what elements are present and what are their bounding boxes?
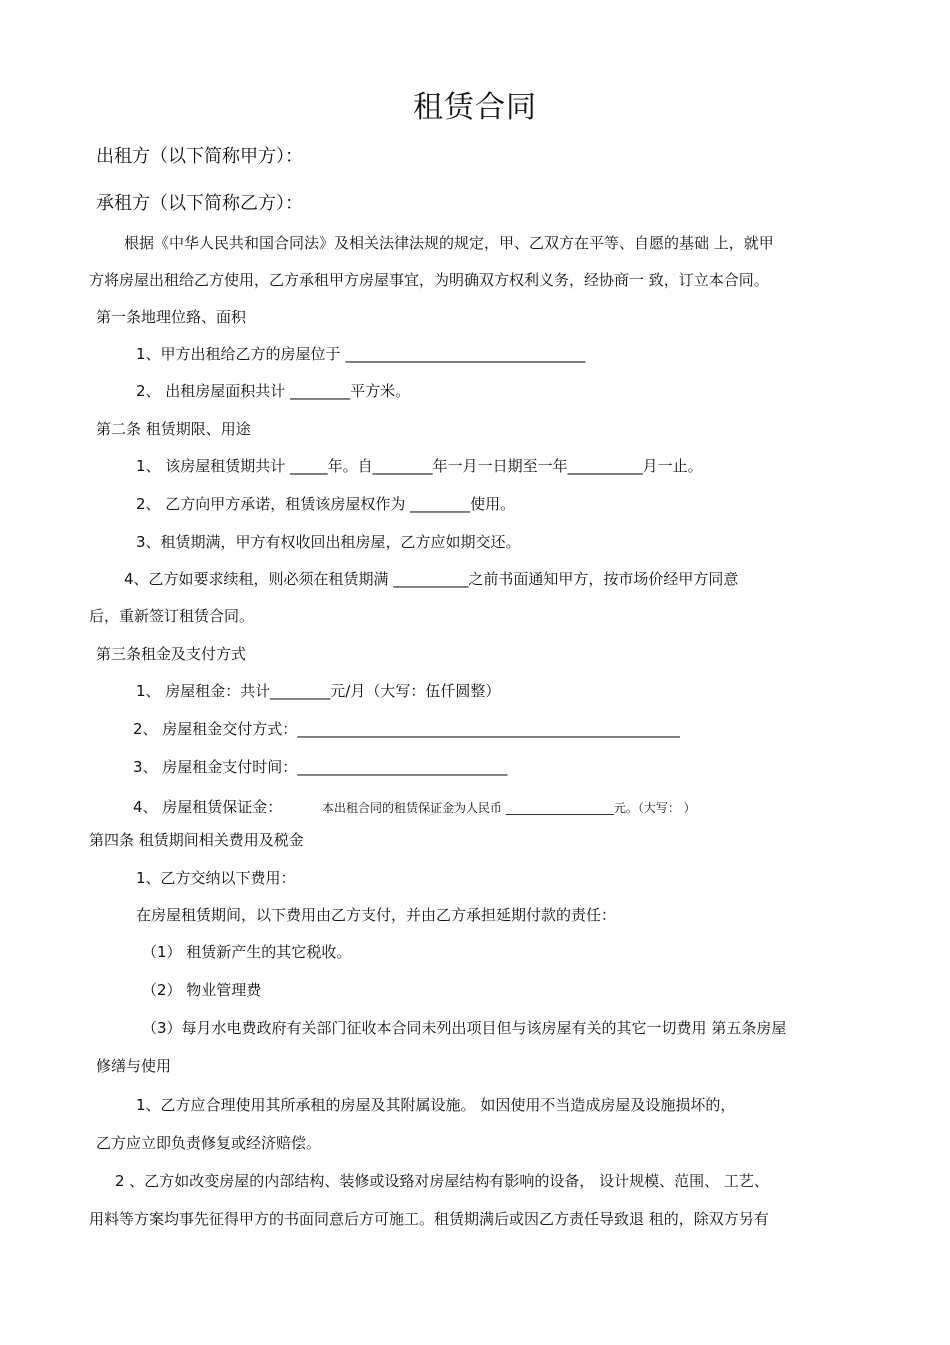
- article-2-clause-3: 3、租赁期满，甲方有权收回出租房屋，乙方应如期交还。: [136, 533, 521, 551]
- article-4-item-3a: （3）每月水电费政府有关部门征收本合同未列出项目但与该房屋有关的其它一切费用 第五条房屋: [142, 1019, 787, 1037]
- article-5-clause-2b: 用料等方案均事先征得甲方的书面同意后方可施工。租赁期满后或因乙方责任导致退 租的，除双方另有: [89, 1210, 769, 1228]
- article-4-item-2: （2） 物业管理费: [142, 981, 262, 999]
- article-3-title: 第三条租金及支付方式: [96, 645, 247, 663]
- article-5-clause-1b: 乙方应立即负责修复或经济赔偿。: [96, 1134, 322, 1152]
- document-title: 租赁合同: [413, 90, 537, 125]
- article-4-item-1: （1） 租赁新产生的其它税收。: [142, 943, 352, 961]
- article-3-clause-4-text: 本出租合同的租赁保证金为人民币 __________________元。（大写： ）: [322, 801, 696, 815]
- article-2-title: 第二条 租赁期限、用途: [96, 420, 251, 438]
- article-3-clause-2: 2、 房屋租金交付方式：___________________________________________________: [133, 720, 680, 738]
- article-4-clause-1-text: 在房屋租赁期间，以下费用由乙方支付，并由乙方承担延期付款的责任：: [136, 906, 617, 924]
- article-5-clause-2a: 2 、乙方如改变房屋的内部结构、装修或设臵对房屋结构有影响的设备， 设计规模、范围、 工艺、: [115, 1172, 769, 1190]
- article-1-clause-1: 1、甲方出租给乙方的房屋位于 ________________________________: [136, 345, 586, 363]
- article-3-clause-4-label: 4、 房屋租赁保证金：: [133, 798, 283, 816]
- article-2-clause-2: 2、 乙方向甲方承诺，租赁该房屋权作为 ________使用。: [136, 495, 516, 513]
- article-3-clause-3: 3、 房屋租金支付时间：____________________________: [133, 758, 508, 776]
- article-1-clause-2: 2、 出租房屋面积共计 ________平方米。: [136, 382, 411, 400]
- preamble-line-2: 方将房屋出租给乙方使用，乙方承租甲方房屋事宜，为明确双方权利义务，经协商一 致，订立本合同。: [89, 271, 769, 289]
- article-4-item-3b: 修缮与使用: [96, 1057, 172, 1075]
- lessee-line: 承租方（以下简称乙方）：: [96, 193, 303, 214]
- article-2-clause-4a: 4、乙方如要求续租，则必须在租赁期满 __________之前书面通知甲方，按市场价经甲方同意: [124, 570, 739, 588]
- article-3-clause-1: 1、 房屋租金：共计________元/月（大写：伍仟圆整）: [136, 682, 501, 700]
- article-1-title: 第一条地理位臵、面积: [96, 308, 247, 326]
- lessor-line: 出租方（以下简称甲方）：: [96, 146, 303, 167]
- article-2-clause-4b: 后，重新签订租赁合同。: [89, 607, 255, 625]
- article-5-clause-1a: 1、乙方应合理使用其所承租的房屋及其附属设施。 如因使用不当造成房屋及设施损坏的，: [136, 1096, 736, 1114]
- article-2-clause-1: 1、 该房屋租赁期共计 _____年。自________年一月一日期至一年__________月一止。: [136, 457, 703, 475]
- article-4-clause-1: 1、乙方交纳以下费用：: [136, 869, 296, 887]
- article-4-title: 第四条 租赁期间相关费用及税金: [89, 831, 304, 849]
- preamble-line-1: 根据《中华人民共和国合同法》及相关法律法规的规定，甲、乙双方在平等、自愿的基础 上，就甲: [124, 234, 774, 252]
